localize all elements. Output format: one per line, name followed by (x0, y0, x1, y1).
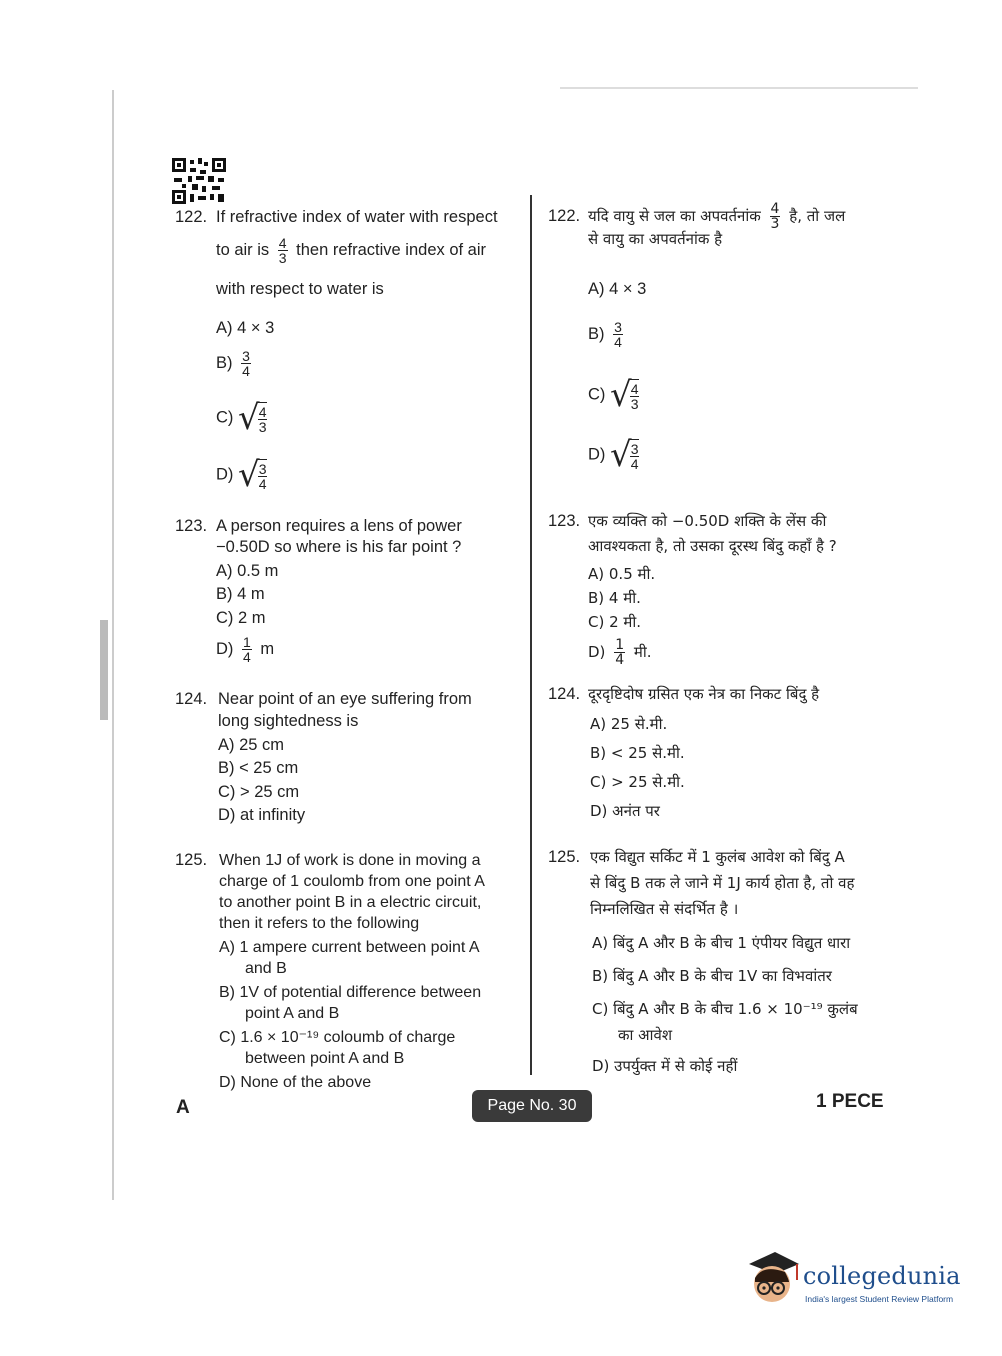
denominator: 4 (615, 652, 625, 668)
option-b[interactable]: B) बिंदु A और B के बीच 1V का विभवांतर (592, 967, 832, 985)
option-d[interactable] (216, 635, 274, 664)
option-label: C) (588, 385, 606, 404)
fraction (770, 202, 781, 231)
option-c[interactable] (216, 398, 271, 438)
option-c[interactable]: C) > 25 से.मी. (590, 773, 685, 791)
option-b[interactable] (588, 320, 627, 349)
numerator: 4 (278, 235, 287, 251)
question-125-hi (548, 846, 898, 1086)
numerator: 3 (242, 348, 250, 364)
question-number: 124. (175, 690, 208, 708)
option-b[interactable]: B) 1V of potential difference between (219, 984, 482, 1001)
option-c-cont[interactable]: between point A and B (245, 1050, 405, 1067)
qr-code (172, 158, 226, 204)
question-number: 124. (548, 685, 581, 703)
numerator: 1 (243, 634, 251, 650)
collegedunia-logo (745, 1250, 975, 1310)
page-top-edge (560, 87, 918, 89)
fraction (242, 635, 252, 664)
page-left-edge (112, 90, 114, 1200)
numerator: 4 (630, 381, 639, 397)
question-number: 125. (175, 851, 208, 869)
question-text-line4: then it refers to the following (219, 915, 420, 932)
option-a[interactable]: A) 0.5 मी. (588, 565, 656, 583)
option-b[interactable]: B) < 25 cm (218, 759, 299, 777)
paper-code: 1 PECE (816, 1091, 884, 1112)
question-123-hi (548, 510, 893, 680)
option-a[interactable]: A) 1 ampere current between point A (219, 939, 480, 956)
option-a[interactable]: A) 25 से.मी. (590, 715, 668, 733)
option-d[interactable] (588, 638, 652, 667)
option-c-cont[interactable]: का आवेश (618, 1026, 673, 1044)
numerator: 4 (258, 404, 267, 420)
fraction (614, 638, 625, 667)
question-text: Near point of an eye suffering from (218, 690, 472, 708)
denominator: 3 (770, 216, 780, 232)
question-text: दूरदृष्टिदोष ग्रसित एक नेत्र का निकट बिंदु है (588, 685, 820, 703)
option-c[interactable]: C) 1.6 × 10⁻¹⁹ coloumb of charge (219, 1029, 456, 1046)
denominator: 4 (242, 363, 250, 379)
text-part: then refractive index of air (296, 240, 487, 259)
numerator: 3 (614, 319, 622, 335)
option-a[interactable]: A) 0.5 m (216, 562, 279, 580)
question-text-line2 (216, 236, 486, 265)
question-text-line2: charge of 1 coulomb from one point A (219, 873, 485, 890)
option-a-cont[interactable]: and B (245, 960, 287, 977)
option-label: B) (588, 324, 605, 343)
question-123-en (175, 515, 520, 680)
option-d[interactable]: D) at infinity (218, 806, 306, 824)
mascot-icon (745, 1250, 801, 1308)
question-text-line2: आवश्यकता है, तो उसका दूरस्थ बिंदु कहाँ है ? (588, 537, 837, 555)
question-text-line2: long sightedness is (218, 712, 359, 730)
option-d[interactable]: D) None of the above (219, 1074, 372, 1091)
option-d[interactable]: D) अनंत पर (590, 802, 660, 820)
numerator: 4 (770, 201, 780, 217)
option-c[interactable]: C) 2 मी. (588, 613, 642, 631)
square-root: √ $\frac{3}{4}$ (610, 435, 639, 475)
option-d[interactable]: D) उपर्युक्त में से कोई नहीं (592, 1057, 738, 1075)
numerator: 3 (630, 441, 639, 457)
question-number: 123. (175, 517, 208, 535)
fraction (613, 320, 623, 349)
question-number: 123. (548, 512, 581, 530)
numerator: 3 (258, 461, 267, 477)
booklet-series: A (176, 1097, 190, 1118)
option-b[interactable] (216, 349, 255, 378)
fraction (278, 236, 288, 265)
option-c[interactable]: C) बिंदु A और B के बीच 1.6 × 10⁻¹⁹ कुलंब (592, 1000, 858, 1018)
denominator: 4 (243, 649, 251, 665)
text-part: to air is (216, 240, 270, 259)
denominator: 4 (630, 456, 639, 472)
question-text: If refractive index of water with respect (216, 208, 498, 226)
denominator: 3 (630, 396, 639, 412)
question-124-hi (548, 683, 893, 823)
question-text-line2: से वायु का अपवर्तनांक है (588, 230, 723, 248)
option-d[interactable] (216, 455, 271, 495)
question-125-en (175, 850, 525, 1095)
denominator: 3 (278, 250, 287, 266)
question-text (588, 202, 845, 231)
option-b[interactable]: B) 4 m (216, 585, 265, 603)
binding-mark (100, 620, 108, 720)
question-text-line3: with respect to water is (216, 280, 384, 298)
option-b[interactable]: B) < 25 से.मी. (590, 744, 685, 762)
column-divider (530, 195, 532, 1075)
option-label: D) (588, 445, 606, 464)
fraction (241, 349, 251, 378)
option-label: C) (216, 408, 234, 427)
unit: m (260, 639, 275, 658)
option-a[interactable]: A) 25 cm (218, 736, 285, 754)
question-text-line2: −0.50D so where is his far point ? (216, 538, 462, 556)
option-d[interactable] (588, 435, 643, 475)
question-text-line3: निम्नलिखित से संदर्भित है । (590, 900, 739, 918)
question-124-en (175, 688, 520, 828)
square-root: √ $\frac{4}{3}$ (610, 375, 639, 415)
option-b[interactable]: B) 4 मी. (588, 589, 641, 607)
denominator: 4 (614, 334, 622, 350)
text-part: है, तो जल (789, 207, 846, 225)
denominator: 3 (258, 419, 267, 435)
option-a[interactable]: A) 4 × 3 (216, 319, 275, 337)
page-number-badge: Page No. 30 (472, 1090, 592, 1122)
question-text: एक व्यक्ति को −0.50D शक्ति के लेंस की (588, 512, 827, 530)
option-label: D) (216, 465, 234, 484)
question-text: When 1J of work is done in moving a (219, 852, 481, 869)
option-c[interactable]: C) 2 m (216, 609, 266, 627)
option-b-cont[interactable]: point A and B (245, 1005, 340, 1022)
option-a[interactable]: A) बिंदु A और B के बीच 1 एंपीयर विद्युत धारा (592, 934, 851, 952)
logo-wordmark: collegedunia (803, 1262, 961, 1290)
option-label: D) (216, 639, 234, 658)
text-part: यदि वायु से जल का अपवर्तनांक (588, 207, 761, 225)
numerator: 1 (615, 637, 625, 653)
option-a[interactable]: A) 4 × 3 (588, 280, 647, 298)
question-text: A person requires a lens of power (216, 517, 462, 535)
question-text-line2: से बिंदु B तक ले जाने में 1J कार्य होता है, तो वह (590, 874, 855, 892)
option-label: B) (216, 353, 233, 372)
question-number: 125. (548, 848, 581, 866)
unit: मी. (633, 643, 652, 661)
denominator: 4 (258, 476, 267, 492)
square-root: √ $\frac{4}{3}$ (238, 398, 267, 438)
question-122-en (175, 206, 520, 506)
option-c[interactable] (588, 375, 643, 415)
question-text: एक विद्युत सर्किट में 1 कुलंब आवेश को बिंदु A (590, 848, 845, 866)
square-root: √ $\frac{3}{4}$ (238, 455, 267, 495)
question-number: 122. (175, 208, 208, 226)
question-text-line3: to another point B in a electric circuit, (219, 894, 482, 911)
option-c[interactable]: C) > 25 cm (218, 783, 300, 801)
option-label: D) (588, 643, 606, 661)
logo-tagline: India's largest Student Review Platform (805, 1294, 954, 1304)
question-number: 122. (548, 207, 581, 225)
question-122-hi (548, 200, 893, 490)
